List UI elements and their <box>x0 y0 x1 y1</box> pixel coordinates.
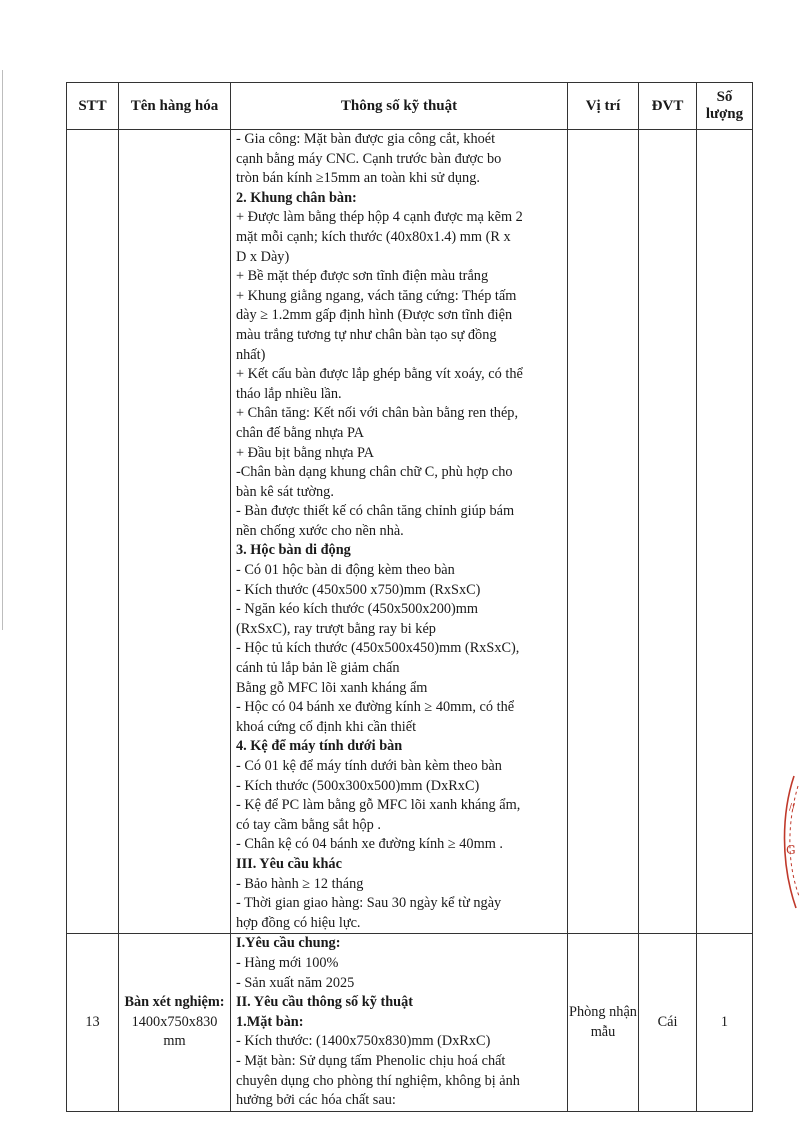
row2-unit: Cái <box>639 934 697 1111</box>
spec-line: - Bảo hành ≥ 12 tháng <box>236 875 364 892</box>
spec-line: - Gia công: Mặt bàn được gia công cắt, khoét <box>236 131 496 147</box>
spec-line: cạnh bằng máy CNC. Cạnh trước bàn được bo <box>236 150 502 167</box>
spec-line: nền chống xước cho nền nhà. <box>236 522 404 539</box>
spec-line: - Kích thước (450x500 x750)mm (RxSxC) <box>236 581 481 598</box>
spec-line: - Ngăn kéo kích thước (450x500x200)mm <box>236 601 479 618</box>
svg-text:G: G <box>786 843 796 857</box>
row1-stt <box>67 130 119 934</box>
spec-line: + Kết cấu bàn được lắp ghép bằng vít xoáy, có thể <box>236 366 523 383</box>
spec-line: 1.Mặt bàn: <box>236 1013 304 1030</box>
header-spec: Thông số kỹ thuật <box>231 83 568 130</box>
red-stamp-edge <box>772 772 800 912</box>
spec-line: + Khung giằng ngang, vách tăng cứng: Thép tấm <box>236 287 517 304</box>
spec-line: chân đế bằng nhựa PA <box>236 424 364 441</box>
spec-line: - Hộc tủ kích thước (450x500x450)mm (RxSxC), <box>236 640 520 657</box>
row2-spec <box>231 934 568 1111</box>
spec-line: mặt mỗi cạnh; kích thước (40x80x1.4) mm (R x <box>236 228 511 245</box>
row1-location <box>568 130 639 934</box>
spec-line: + Đầu bịt bằng nhựa PA <box>236 444 374 461</box>
spec-line: tháo lắp nhiều lần. <box>236 385 342 402</box>
row1-name <box>119 130 231 934</box>
table-row <box>67 934 753 1111</box>
spec-line: - Mặt bàn: Sử dụng tấm Phenolic chịu hoá chất <box>236 1052 506 1069</box>
spec-line: - Thời gian giao hàng: Sau 30 ngày kể từ ngày <box>236 895 502 912</box>
spec-line: + Chân tăng: Kết nối với chân bàn bằng ren thép, <box>236 405 519 422</box>
spec-line: Bằng gỗ MFC lõi xanh kháng ẩm <box>236 679 428 696</box>
spec-line: - Chân kệ có 04 bánh xe đường kính ≥ 40mm . <box>236 836 503 853</box>
spec-line: hưởng bởi các hóa chất sau: <box>236 1092 396 1109</box>
row2-stt: 13 <box>67 934 119 1111</box>
table-row <box>67 130 753 934</box>
header-unit: ĐVT <box>639 83 697 130</box>
page-scan-edge <box>2 70 3 630</box>
spec-line: 2. Khung chân bàn: <box>236 189 357 206</box>
row1-spec <box>231 130 568 934</box>
spec-line: D x Dày) <box>236 248 290 265</box>
header-row <box>67 83 753 130</box>
spec-line: tròn bán kính ≥15mm an toàn khi sử dụng. <box>236 170 480 187</box>
spec-line: bàn kê sát tường. <box>236 483 334 500</box>
spec-line: I.Yêu cầu chung: <box>236 935 341 952</box>
spec-line: - Có 01 hộc bàn di động kèm theo bàn <box>236 562 455 579</box>
header-location: Vị trí <box>568 83 639 130</box>
spec-line: có tay cầm bằng sắt hộp . <box>236 816 381 833</box>
spec-line: hợp đồng có hiệu lực. <box>236 914 361 931</box>
spec-line: - Sản xuất năm 2025 <box>236 974 355 991</box>
row1-unit <box>639 130 697 934</box>
row2-name-title: Bàn xét nghiệm: <box>124 994 225 1011</box>
row2-name-size: 1400x750x830 mm <box>131 1013 218 1050</box>
spec-line: + Được làm bằng thép hộp 4 cạnh được mạ kẽm 2 <box>236 209 523 226</box>
spec-line: - Kích thước (500x300x500)mm (DxRxC) <box>236 777 480 794</box>
spec-line: nhất) <box>236 346 266 363</box>
spec-line: - Bàn được thiết kế có chân tăng chỉnh giúp bám <box>236 503 515 520</box>
row2-location: Phòng nhận mẫu <box>568 934 639 1111</box>
spec-line: chuyên dụng cho phòng thí nghiệm, không bị ảnh <box>236 1072 520 1089</box>
row1-quantity <box>697 130 753 934</box>
spec-line: 4. Kệ để máy tính dưới bàn <box>236 738 403 755</box>
spec-line: (RxSxC), ray trượt bằng ray bi kép <box>236 620 436 637</box>
spec-line: màu trắng tương tự như chân bàn tạo sự đồng <box>236 326 497 343</box>
spec-line: khoá cứng cố định khi cần thiết <box>236 718 417 735</box>
spec-line: - Kích thước: (1400x750x830)mm (DxRxC) <box>236 1033 491 1050</box>
row2-quantity: 1 <box>697 934 753 1111</box>
spec-line: II. Yêu cầu thông số kỹ thuật <box>236 994 414 1011</box>
spec-line: - Hộc có 04 bánh xe đường kính ≥ 40mm, có thể <box>236 699 515 716</box>
spec-line: - Có 01 kệ để máy tính dưới bàn kèm theo bàn <box>236 758 502 774</box>
spec-line: - Kệ để PC làm bằng gỗ MFC lõi xanh kháng ẩm, <box>236 797 521 814</box>
header-stt: STT <box>67 83 119 130</box>
spec-line: cánh tủ lắp bản lề giảm chấn <box>236 660 400 677</box>
row2-name <box>119 934 231 1111</box>
spec-line: + Bề mặt thép được sơn tĩnh điện màu trắng <box>236 268 489 285</box>
spec-line: 3. Hộc bàn di động <box>236 542 351 559</box>
spec-line: dày ≥ 1.2mm gấp định hình (Được sơn tĩnh điện <box>236 307 513 324</box>
header-quantity: Số lượng <box>697 83 753 130</box>
header-name: Tên hàng hóa <box>119 83 231 130</box>
spec-line: - Hàng mới 100% <box>236 954 339 971</box>
spec-table <box>66 82 753 1112</box>
svg-text://: // <box>789 803 796 813</box>
spec-line: III. Yêu cầu khác <box>236 855 342 872</box>
spec-line: -Chân bàn dạng khung chân chữ C, phù hợp cho <box>236 464 513 481</box>
